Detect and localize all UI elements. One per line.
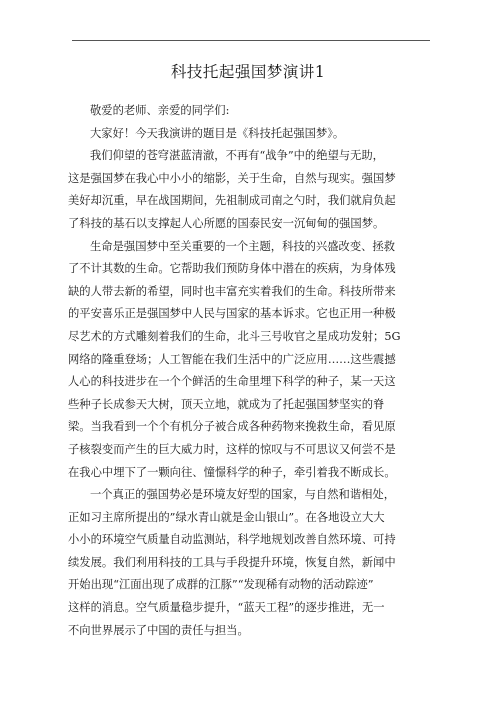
body-line: 正如习主席所提出的”绿水青山就是金山银山”。在各地设立大大 [68, 510, 385, 524]
body-line: 尽艺术的方式雕刻着我们的生命，北斗三号收官之星成功发射；5G [68, 329, 401, 343]
body-line: 小小的环境空气质量自动监测站，科学地规划改善自然环境、可持 [68, 533, 396, 547]
body-line: 开始出现“江面出现了成群的江豚”“发现稀有动物的活动踪迹” [68, 578, 374, 592]
document-body [68, 100, 430, 642]
body-line: 这样的消息。空气质量稳步提升，“蓝天工程”的逐步推进，无一 [68, 601, 385, 615]
header-rule [72, 40, 430, 41]
body-line: 敬爱的老师、亲爱的同学们: [90, 104, 230, 117]
body-line: 我们仰望的苍穹湛蓝清澈，不再有“战争”中的绝望与无助， [90, 149, 384, 163]
body-line: 续发展。我们利用科技的工具与手段提升环境，恢复自然，新闻中 [68, 555, 396, 569]
body-line: 了科技的基石以支撑起人心所愿的国泰民安一沉甸甸的强国梦。 [68, 216, 385, 230]
document-title: 科技托起强国梦演讲1 [170, 63, 326, 81]
body-line: 大家好！今天我演讲的题目是《科技托起强国梦》。 [90, 126, 345, 140]
body-line: 不向世界展示了中国的责任与担当。 [68, 623, 249, 637]
body-line: 子核裂变而产生的巨大威力时，这样的惊叹与不可思议又何尝不是 [68, 442, 396, 456]
body-line: 这是强国梦在我心中小小的缩影，关于生命，自然与现实。强国梦 [68, 171, 396, 185]
body-line: 梁。当我看到一个个有机分子被合成各种药物来挽救生命，看见原 [68, 420, 396, 434]
body-line: 些种子长成参天大树，顶天立地，就成为了托起强国梦坚实的脊 [68, 397, 385, 411]
body-line: 的平安喜乐正是强国梦中人民与国家的基本诉求。它也正用一种极 [68, 307, 396, 321]
body-line: 网络的隆重登场；人工智能在我们生活中的广泛应用……这些震撼 [68, 352, 396, 366]
body-line: 在我心中埋下了一颗向往、憧憬科学的种子，牵引着我不断成长。 [68, 465, 396, 479]
body-line: 生命是强国梦中至关重要的一个主题，科技的兴盛改变、拯救 [90, 239, 396, 253]
body-line: 缺的人带去新的希望，同时也丰富充实着我们的生命。科技所带来 [68, 284, 396, 298]
body-line: 了不计其数的生命。它帮助我们预防身体中潜在的疾病，为身体残 [68, 262, 396, 276]
body-line: 人心的科技进步在一个个鲜活的生命里埋下科学的种子，某一天这 [68, 375, 396, 389]
body-line: 美好却沉重，早在战国期间，先祖制成司南之勺时，我们就肩负起 [68, 194, 396, 208]
body-line: 一个真正的强国势必是环境友好型的国家，与自然和谐相处， [90, 488, 396, 502]
